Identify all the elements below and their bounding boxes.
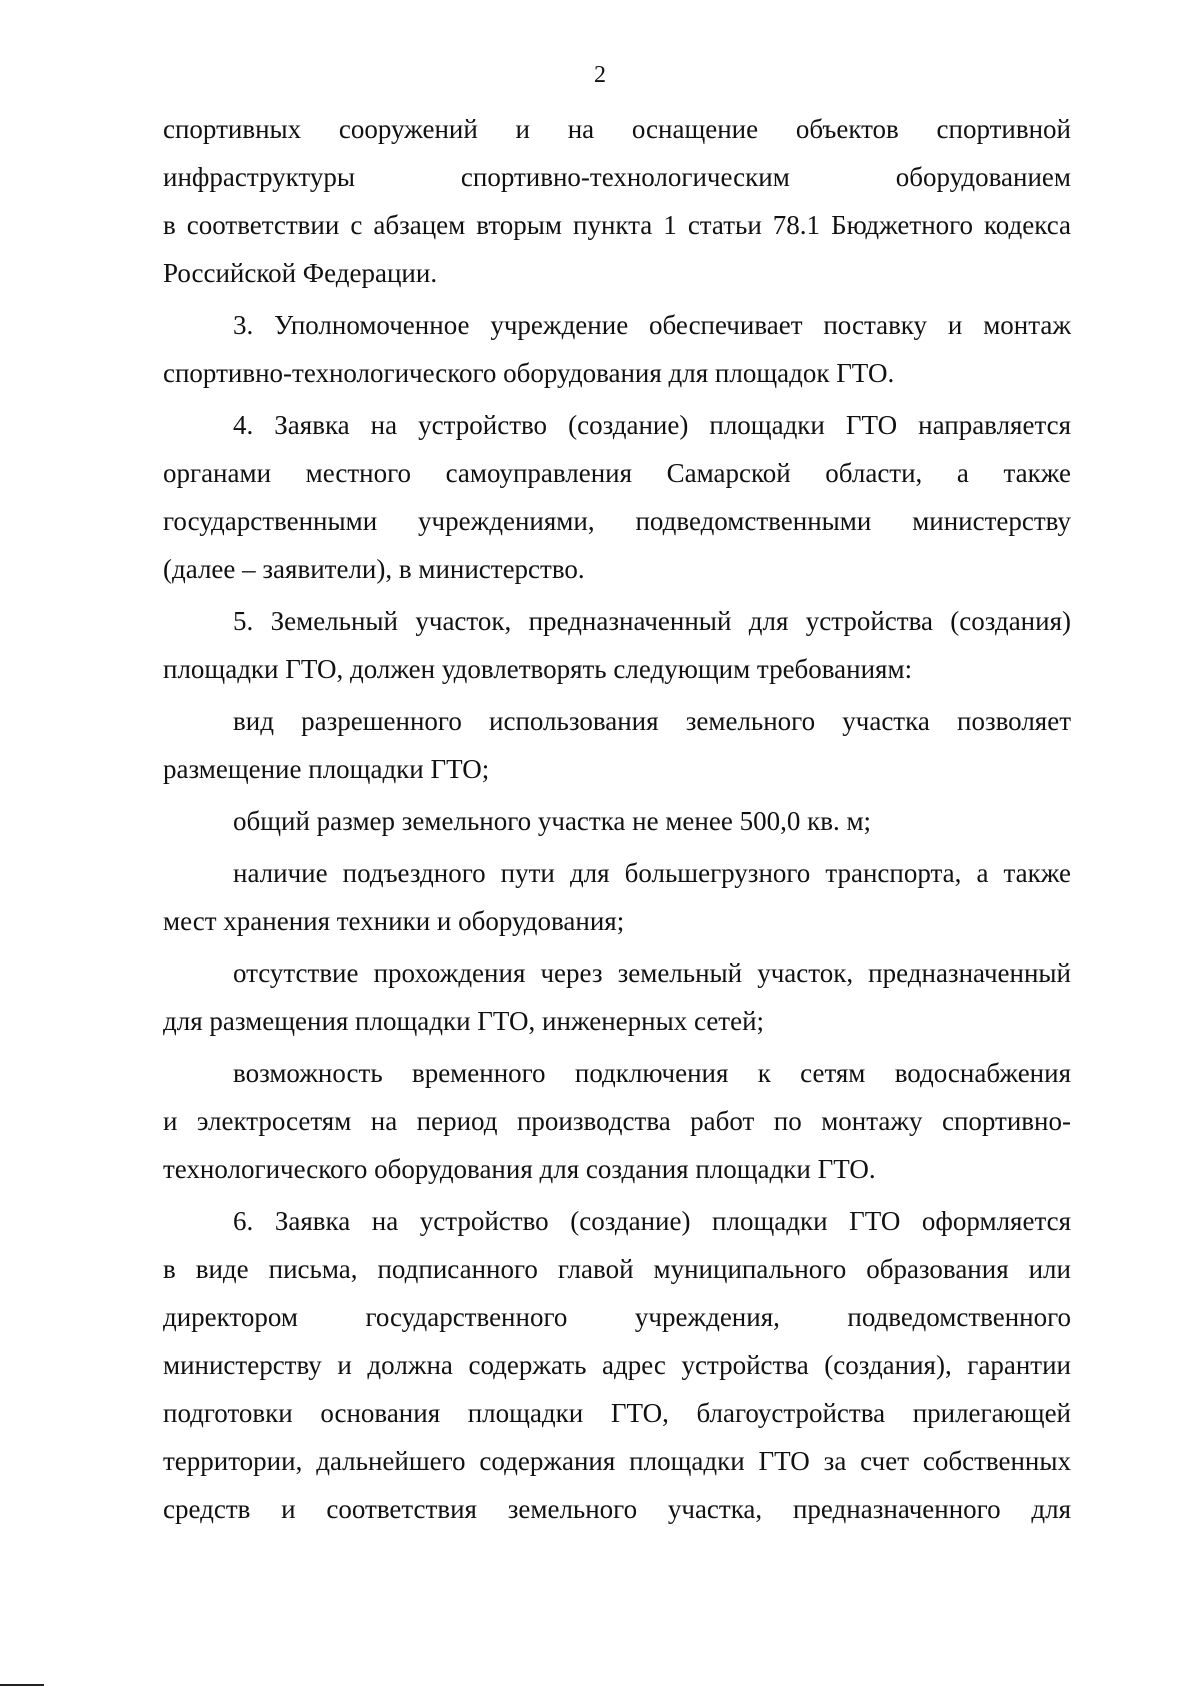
text-line: Российской Федерации. bbox=[163, 258, 438, 288]
text-line: государственными учреждениями, подведомственными министерству bbox=[163, 506, 1071, 536]
text-line: спортивных сооружений и на оснащение объектов спортивной bbox=[163, 114, 1071, 144]
text-line: 6. Заявка на устройство (создание) площадки ГТО оформляется bbox=[233, 1206, 1071, 1236]
text-line: органами местного самоуправления Самарской области, а также bbox=[163, 458, 1071, 488]
text-line: наличие подъездного пути для большегрузного транспорта, а также bbox=[233, 858, 1071, 888]
text-line: (далее – заявители), в министерство. bbox=[163, 554, 585, 584]
text-line: мест хранения техники и оборудования; bbox=[163, 906, 625, 936]
text-line: площадки ГТО, должен удовлетворять следующим требованиям: bbox=[163, 654, 913, 684]
text-line: инфраструктуры спортивно-технологическим оборудованием bbox=[163, 162, 1071, 192]
text-line: спортивно-технологического оборудования для площадок ГТО. bbox=[163, 358, 895, 388]
page-number: 2 bbox=[594, 62, 606, 88]
text-line: возможность временного подключения к сетям водоснабжения bbox=[233, 1058, 1071, 1088]
text-line: в виде письма, подписанного главой муниципального образования или bbox=[163, 1254, 1071, 1284]
text-line: директором государственного учреждения, подведомственного bbox=[163, 1302, 1071, 1332]
text-line: вид разрешенного использования земельного участка позволяет bbox=[233, 706, 1071, 736]
text-line: размещение площадки ГТО; bbox=[163, 754, 490, 784]
text-line: 3. Уполномоченное учреждение обеспечивает поставку и монтаж bbox=[233, 310, 1071, 340]
scan-edge-mark bbox=[0, 1684, 44, 1686]
text-line: 4. Заявка на устройство (создание) площадки ГТО направляется bbox=[233, 410, 1071, 440]
text-line: в соответствии с абзацем вторым пункта 1 статьи 78.1 Бюджетного кодекса bbox=[163, 210, 1071, 240]
text-line: и электросетям на период производства работ по монтажу спортивно- bbox=[163, 1106, 1071, 1136]
text-line: территории, дальнейшего содержания площадки ГТО за счет собственных bbox=[163, 1446, 1071, 1476]
text-line: 5. Земельный участок, предназначенный для устройства (создания) bbox=[233, 606, 1071, 636]
text-line: подготовки основания площадки ГТО, благоустройства прилегающей bbox=[163, 1398, 1071, 1428]
text-line: отсутствие прохождения через земельный участок, предназначенный bbox=[233, 958, 1071, 988]
text-line: технологического оборудования для создания площадки ГТО. bbox=[163, 1154, 876, 1184]
text-line: для размещения площадки ГТО, инженерных сетей; bbox=[163, 1006, 765, 1036]
text-line: средств и соответствия земельного участка, предназначенного для bbox=[163, 1494, 1071, 1524]
text-line: министерству и должна содержать адрес устройства (создания), гарантии bbox=[163, 1350, 1071, 1380]
text-line: общий размер земельного участка не менее 500,0 кв. м; bbox=[233, 806, 872, 836]
